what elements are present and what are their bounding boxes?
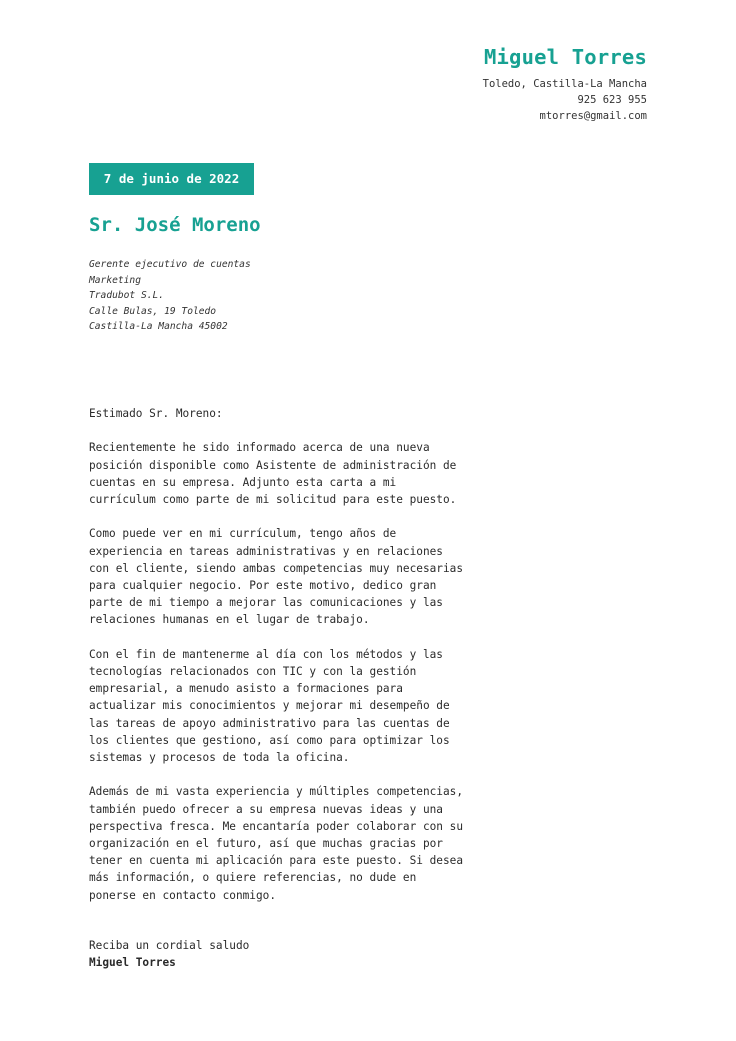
letter-body	[89, 405, 479, 904]
salutation: Estimado Sr. Moreno:	[89, 407, 223, 420]
paragraph-line: para cualquier negocio. Por este motivo, dedico gran	[89, 579, 437, 592]
date-badge: 7 de junio de 2022	[89, 163, 254, 195]
paragraph-line: las tareas de apoyo administrativo para las cuentas de	[89, 716, 450, 730]
paragraph-line: los clientes que gestiono, así como para optimizar los	[89, 733, 450, 747]
paragraph-line: Recientemente he sido informado acerca de una nueva	[89, 441, 430, 455]
paragraph-line: sistemas y procesos de toda la oficina.	[89, 751, 350, 765]
paragraph-3	[89, 646, 479, 766]
paragraph-line: experiencia en tareas administrativas y en relaciones	[89, 544, 443, 558]
recipient-region: Castilla-La Mancha 45002	[89, 321, 228, 333]
recipient-street: Calle Bulas, 19 Toledo	[89, 305, 217, 317]
recipient-title: Gerente ejecutivo de cuentas	[89, 259, 251, 270]
paragraph-line: tener en cuenta mi aplicación para este puesto. Si desea	[89, 854, 464, 868]
paragraph-line: Con el fin de mantenerme al día con los métodos y las	[89, 647, 443, 661]
sender-email: mtorres@gmail.com	[539, 110, 647, 122]
recipient-company: Tradubot S.L.	[89, 290, 165, 302]
paragraph-line: currículum como parte de mi solicitud para este puesto.	[89, 493, 457, 506]
recipient-details	[89, 257, 251, 335]
sender-phone: 925 623 955	[577, 94, 647, 106]
closing-block	[89, 937, 249, 971]
paragraph-line: parte de mi tiempo a mejorar las comunicaciones y las	[89, 596, 443, 610]
paragraph-4	[89, 783, 479, 903]
paragraph-line: también puedo ofrecer a su empresa nuevas ideas y una	[89, 802, 443, 816]
paragraph-line: relaciones humanas en el lugar de trabajo.	[89, 613, 370, 627]
paragraph-line: Además de mi vasta experiencia y múltiples competencias,	[89, 785, 464, 799]
closing-line: Reciba un cordial saludo	[89, 939, 250, 952]
paragraph-line: más información, o quiere referencias, no dude en	[89, 871, 417, 885]
paragraph-1	[89, 439, 479, 508]
signature: Miguel Torres	[89, 956, 176, 970]
recipient-name: Sr. José Moreno	[89, 214, 261, 236]
paragraph-line: organización en el futuro, así que muchas gracias por	[89, 837, 443, 851]
sender-name: Miguel Torres	[483, 45, 647, 69]
recipient-department: Marketing	[89, 274, 141, 286]
paragraph-line: ponerse en contacto conmigo.	[89, 888, 277, 902]
paragraph-line: posición disponible como Asistente de administración de	[89, 458, 457, 472]
paragraph-line: tecnologías relacionados con TIC y con la gestión	[89, 665, 417, 678]
paragraph-line: Como puede ver en mi currículum, tengo años de	[89, 527, 397, 541]
paragraph-line: cuentas en su empresa. Adjunto esta carta a mi	[89, 475, 397, 489]
paragraph-line: perspectiva fresca. Me encantaría poder colaborar con su	[89, 819, 464, 833]
paragraph-line: actualizar mis conocimientos y mejorar mi desempeño de	[89, 699, 450, 713]
paragraph-line: empresarial, a menudo asisto a formaciones para	[89, 682, 403, 696]
paragraph-line: con el cliente, siendo ambas competencias muy necesarias	[89, 561, 464, 575]
paragraph-2	[89, 525, 479, 628]
sender-block	[483, 44, 647, 124]
sender-location: Toledo, Castilla-La Mancha	[482, 78, 647, 90]
